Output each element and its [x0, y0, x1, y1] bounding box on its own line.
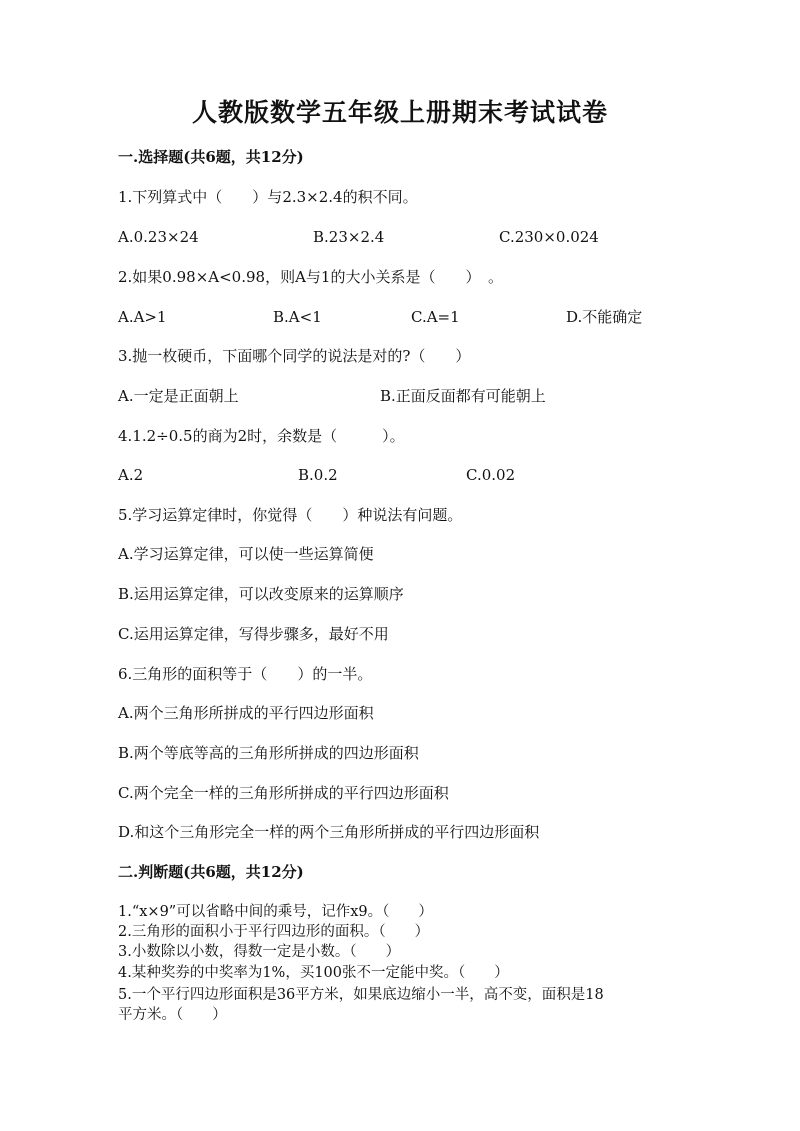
section-heading-choice: 一.选择题(共6题，共12分)	[118, 148, 304, 166]
q3-option-b: B.正面反面都有可能朝上	[380, 387, 546, 405]
q2-option-a: A.A>1	[118, 308, 167, 326]
page-title: 人教版数学五年级上册期末考试试卷	[191, 98, 608, 127]
question-4: 4.1.2÷0.5的商为2时，余数是（ ）。	[118, 427, 405, 445]
judge-item-2: 2.三角形的面积小于平行四边形的面积。（ ）	[118, 924, 430, 940]
q1-option-a: A.0.23×24	[118, 228, 199, 246]
q2-option-c: C.A=1	[411, 308, 460, 326]
q6-option-d: D.和这个三角形完全一样的两个三角形所拼成的平行四边形面积	[118, 823, 540, 841]
q1-option-b: B.23×2.4	[313, 228, 385, 246]
q6-option-a: A.两个三角形所拼成的平行四边形面积	[118, 704, 374, 722]
question-5: 5.学习运算定律时，你觉得（ ）种说法有问题。	[118, 506, 463, 524]
q1-option-c: C.230×0.024	[499, 228, 599, 246]
question-3: 3.抛一枚硬币，下面哪个同学的说法是对的?（ ）	[118, 347, 471, 365]
question-6: 6.三角形的面积等于（ ）的一半。	[118, 665, 373, 683]
q6-option-c: C.两个完全一样的三角形所拼成的平行四边形面积	[118, 784, 449, 802]
question-2: 2.如果0.98×A<0.98，则A与1的大小关系是（ ） 。	[118, 268, 503, 286]
judge-item-5: 5.一个平行四边形面积是36平方米，如果底边缩小一半，高不变，面积是18	[118, 987, 604, 1003]
judge-item-1: 1.“x×9”可以省略中间的乘号，记作x9。（ ）	[118, 904, 433, 920]
q4-option-b: B.0.2	[298, 466, 338, 484]
q5-option-a: A.学习运算定律，可以使一些运算简便	[118, 545, 374, 563]
q5-option-c: C.运用运算定律，写得步骤多，最好不用	[118, 625, 389, 643]
q5-option-b: B.运用运算定律，可以改变原来的运算顺序	[118, 585, 404, 603]
q2-option-d: D.不能确定	[566, 308, 643, 326]
judge-item-4: 4.某种奖券的中奖率为1%，买100张不一定能中奖。（ ）	[118, 965, 509, 981]
q4-option-a: A.2	[118, 466, 144, 484]
q2-option-b: B.A<1	[273, 308, 322, 326]
judge-item-5-continued: 平方米。（ ）	[118, 1007, 227, 1023]
q4-option-c: C.0.02	[466, 466, 516, 484]
section-heading-judge: 二.判断题(共6题，共12分)	[118, 863, 304, 881]
q3-option-a: A.一定是正面朝上	[118, 387, 239, 405]
question-1: 1.下列算式中（ ）与2.3×2.4的积不同。	[118, 188, 418, 206]
q6-option-b: B.两个等底等高的三角形所拼成的四边形面积	[118, 744, 419, 762]
judge-item-3: 3.小数除以小数，得数一定是小数。（ ）	[118, 944, 401, 960]
